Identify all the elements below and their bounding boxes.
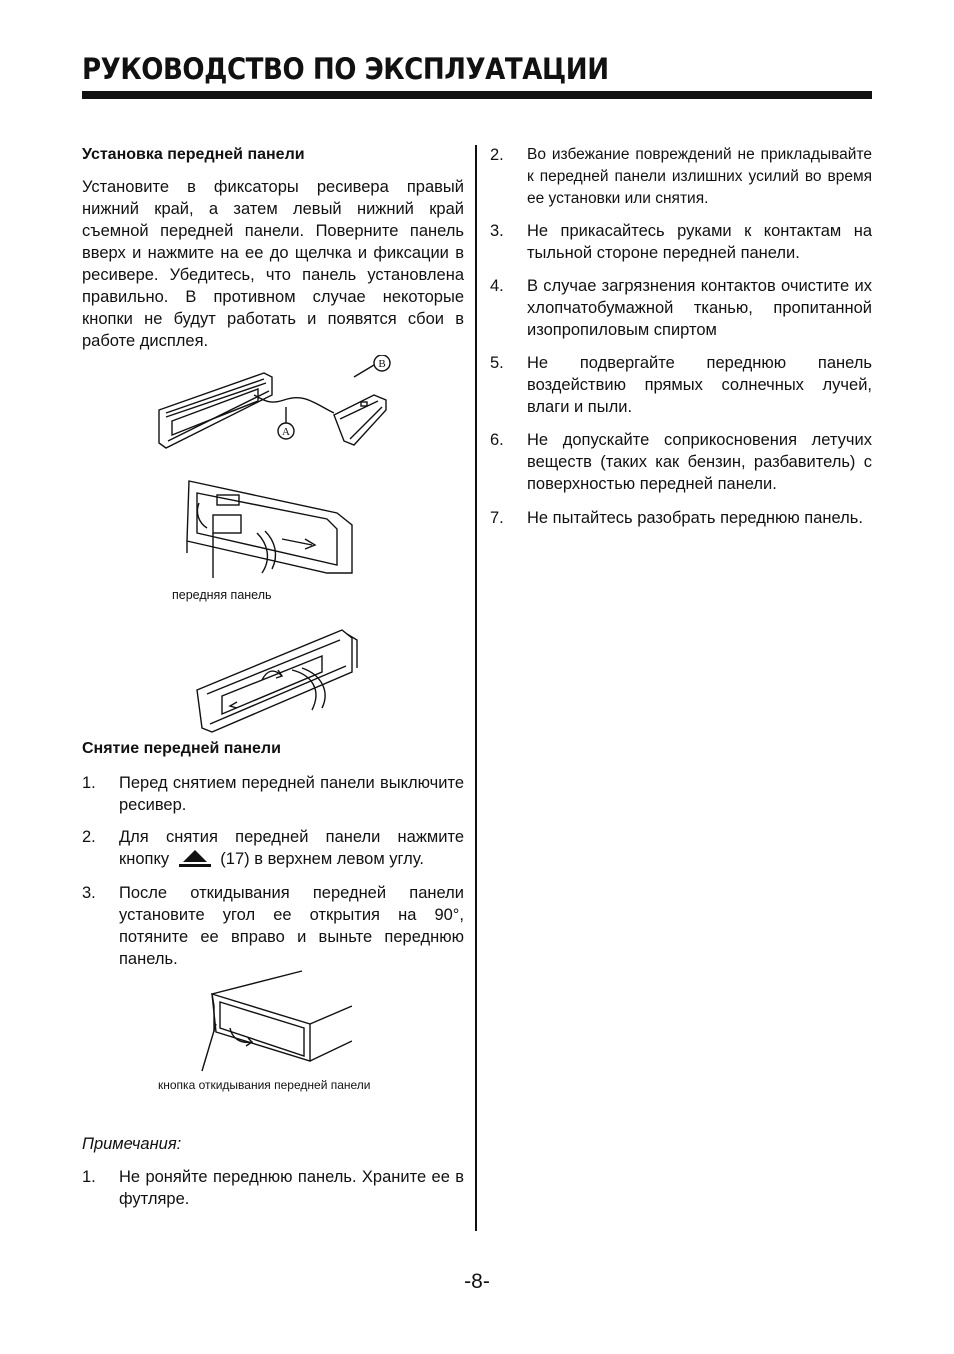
figure-panel-attach: [154, 355, 394, 460]
note-item-text: Не роняйте переднюю панель. Храните ее в футляре.: [119, 1168, 464, 1208]
column-divider: [475, 145, 477, 1231]
removal-heading: Снятие передней панели: [82, 740, 281, 757]
note-item-text: Не допускайте соприкосновения летучих веществ (таких как бензин, разбавитель) с поверхностью передней панели.: [527, 431, 872, 493]
removal-item-text: Перед снятием передней панели выключите ресивер.: [119, 774, 464, 814]
caption-front-panel: передняя панель: [172, 588, 272, 602]
removal-item-text: Для снятия передней панели нажмите кнопку (17) в верхнем левом углу.: [119, 828, 464, 868]
removal-item-text: После откидывания передней панели установите угол ее открытия на 90°, потяните ее вправо и выньте переднюю панель.: [119, 884, 464, 968]
label-a: A: [282, 426, 290, 438]
note-item-text: Не прикасайтесь руками к контактам на тыльной стороне передней панели.: [527, 222, 872, 262]
install-paragraph: Установите в фиксаторы ресивера правый нижний край, а затем левый нижний край съемной передней панели. Поверните панель вверх и нажмите на ее до щелчка и фиксации в ресивере. Убедитесь, что панель установлена правильно. В противном случае некоторые кнопки не будут работать и появятся сбои в работе дисплея.: [82, 178, 464, 350]
eject-icon: [177, 848, 213, 868]
page-number: -8-: [464, 1270, 490, 1293]
note-item-text: Не подвергайте переднюю панель воздействию прямых солнечных лучей, влаги и пыли.: [527, 354, 872, 416]
note-item-text: Во избежание повреждений не прикладывайте к передней панели излишних усилий во время ее установки или снятия.: [527, 146, 872, 207]
figure-panel-push: [192, 620, 372, 735]
label-b: B: [378, 358, 386, 370]
caption-flip-button: кнопка откидывания передней панели: [158, 1078, 371, 1092]
page-header-title: РУКОВОДСТВО ПО ЭКСПЛУАТАЦИИ: [82, 52, 609, 86]
notes-heading: Примечания:: [82, 1135, 182, 1153]
note-item-text: Не пытайтесь разобрать переднюю панель.: [527, 509, 863, 527]
note-item-text: В случае загрязнения контактов очистите их хлопчатобумажной тканью, пропитанной изопропиловым спиртом: [527, 277, 872, 339]
figure-panel-install: [177, 473, 367, 583]
figure-flip-button: [192, 966, 352, 1076]
install-heading: Установка передней панели: [82, 146, 305, 163]
header-rule: [82, 91, 872, 99]
